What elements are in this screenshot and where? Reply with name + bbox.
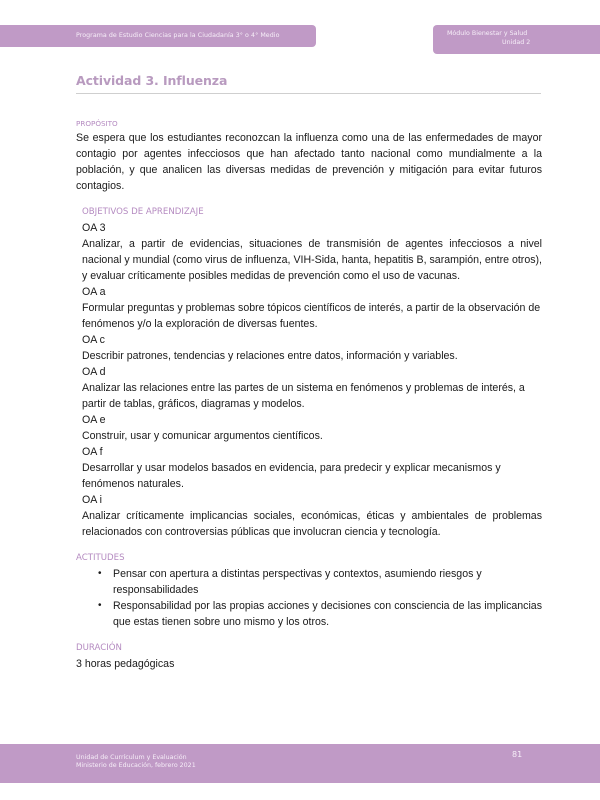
footer-bar: [0, 744, 600, 783]
objective-item: [82, 220, 542, 284]
section-label-proposito: PROPÓSITO: [76, 119, 118, 128]
section-label-actitudes: ACTITUDES: [76, 553, 125, 563]
footer-credits: [76, 754, 196, 770]
actitud-item: [98, 566, 542, 598]
proposito-text: Se espera que los estudiantes reconozcan la influenza como una de las enfermedades de mayor contagio por agentes infecciosos que han afectado tanto nacional como mundialmente a la población, y que analicen las diversas medidas de prevención y mitigación para evitar futuros contagios.: [76, 132, 542, 192]
objective-text: Desarrollar y usar modelos basados en evidencia, para predecir y explicar mecanismos y fenómenos naturales.: [82, 462, 501, 490]
program-title: Programa de Estudio Ciencias para la Ciudadanía 3° o 4° Medio: [76, 32, 280, 39]
objective-code: OA a: [82, 286, 106, 298]
objective-text: Construir, usar y comunicar argumentos científicos.: [82, 430, 323, 442]
objective-code: OA i: [82, 494, 103, 506]
objective-code: OA e: [82, 414, 106, 426]
header-module-bar: [433, 25, 600, 54]
objective-item: [82, 444, 542, 492]
objective-text: Formular preguntas y problemas sobre tópicos científicos de interés, a partir de la observación de fenómenos y/o la exploración de diversas fuentes.: [82, 302, 541, 330]
actitudes-list: [76, 566, 542, 630]
objective-code: OA d: [82, 366, 106, 378]
page-number: 81: [512, 750, 523, 759]
objective-text: Describir patrones, tendencias y relaciones entre datos, información y variables.: [82, 350, 458, 362]
objective-item: [82, 332, 542, 364]
bullet-icon: •: [98, 568, 102, 579]
actitud-text: Pensar con apertura a distintas perspectivas y contextos, asumiendo riesgos y responsabilidades: [113, 568, 482, 596]
objective-text: Analizar críticamente implicancias sociales, económicas, éticas y ambientales de problemas relacionados con controversias públicas que involucran ciencia y tecnología.: [82, 510, 542, 538]
section-actitudes: [76, 551, 542, 630]
section-objetivos: [76, 205, 542, 540]
objective-item: [82, 492, 542, 540]
header-program-bar: [0, 25, 316, 47]
bullet-icon: •: [98, 600, 102, 611]
objective-text: Analizar, a partir de evidencias, situaciones de transmisión de agentes infecciosos a nivel nacional y mundial (como virus de influenza, VIH-Sida, hanta, hepatitis B, sarampión, entre otros), y evaluar críticamente posibles medidas de prevención como el uso de vacunas.: [82, 238, 542, 282]
footer-unit: Unidad de Currículum y Evaluación: [76, 754, 187, 761]
unit-name: Unidad 2: [502, 38, 531, 46]
section-label-duracion: DURACIÓN: [76, 643, 122, 653]
section-duracion: [76, 641, 542, 672]
objective-code: OA f: [82, 446, 103, 458]
main-content: [76, 118, 542, 672]
objective-item: [82, 284, 542, 332]
section-proposito: [76, 118, 542, 194]
objective-item: [82, 364, 542, 412]
objective-item: [82, 412, 542, 444]
objective-text: Analizar las relaciones entre las partes de un sistema en fenómenos y problemas de interés, a partir de tablas, gráficos, diagramas y modelos.: [82, 382, 525, 410]
module-name: Módulo Bienestar y Salud: [447, 30, 528, 37]
objective-code: OA 3: [82, 222, 106, 234]
actitud-item: [98, 598, 542, 630]
section-label-objetivos: OBJETIVOS DE APRENDIZAJE: [82, 207, 204, 217]
objective-code: OA c: [82, 334, 105, 346]
actitud-text: Responsabilidad por las propias acciones y decisiones con consciencia de las implicancias que estas tienen sobre uno mismo y los otros.: [113, 600, 542, 628]
page-title: Actividad 3. Influenza: [76, 73, 541, 94]
footer-ministry-date: Ministerio de Educación, febrero 2021: [76, 762, 196, 769]
duracion-text: 3 horas pedagógicas: [76, 658, 175, 670]
